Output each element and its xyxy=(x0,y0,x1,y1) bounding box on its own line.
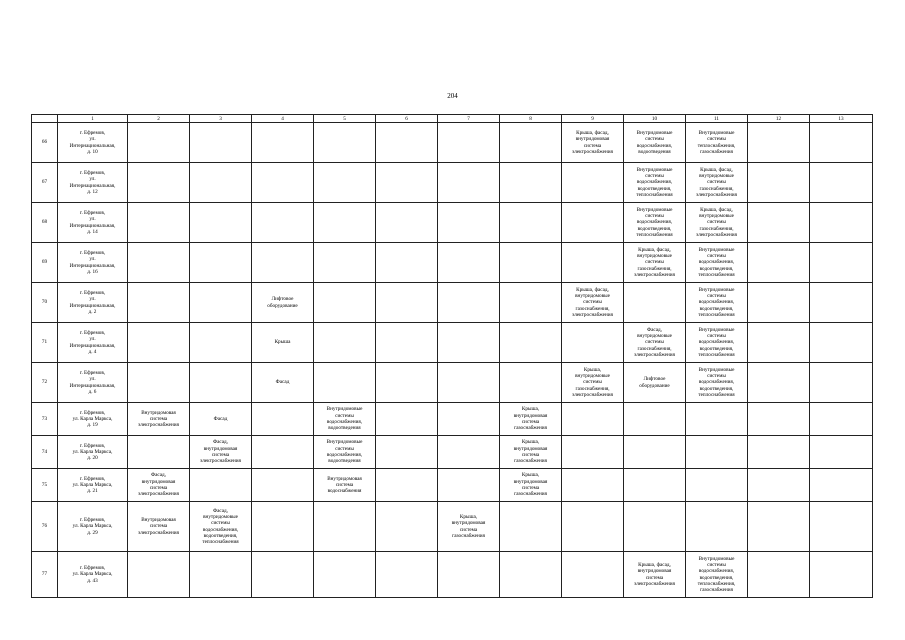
work-cell-col-4 xyxy=(190,163,252,203)
work-text: Крыша, фасад, внутридомовые системы газоснабжения, электроснабжения xyxy=(696,166,737,198)
work-cell-col-13 xyxy=(748,363,810,403)
work-cell-col-9 xyxy=(500,403,562,436)
work-cell-col-4 xyxy=(190,243,252,283)
work-cell-col-11 xyxy=(624,323,686,363)
address-cell xyxy=(58,323,128,363)
row-number-cell: 76 xyxy=(32,502,58,552)
work-cell-col-12 xyxy=(686,403,748,436)
address-cell xyxy=(58,552,128,598)
work-cell-col-13 xyxy=(748,323,810,363)
work-cell-col-11 xyxy=(624,363,686,403)
work-cell-col-10 xyxy=(562,552,624,598)
work-cell-col-9 xyxy=(500,469,562,502)
work-cell-col-12 xyxy=(686,552,748,598)
work-cell-col-6 xyxy=(314,283,376,323)
work-cell-col-6 xyxy=(314,123,376,163)
work-text: Внутридомовые системы водоснабжения, водоотведения, теплоснабжения xyxy=(698,326,735,358)
work-cell-col-4 xyxy=(190,469,252,502)
work-cell-col-3 xyxy=(128,323,190,363)
work-cell-col-14 xyxy=(810,323,873,363)
work-cell-col-5 xyxy=(252,123,314,163)
work-cell-col-3 xyxy=(128,436,190,469)
work-cell-col-7 xyxy=(376,243,438,283)
table-row xyxy=(32,243,873,283)
work-cell-col-4 xyxy=(190,552,252,598)
work-cell-col-3 xyxy=(128,469,190,502)
work-cell-col-4 xyxy=(190,403,252,436)
work-cell-col-5 xyxy=(252,403,314,436)
work-text: Фасад, внутридомовая система электроснабжения xyxy=(200,439,241,465)
header-cell-6: 6 xyxy=(376,115,438,123)
address-text: г. Ефремов, ул. Интернациональная, д. 14 xyxy=(69,209,116,235)
work-text: Внутридомовые системы водоснабжения, водоотведения xyxy=(326,439,363,465)
address-cell xyxy=(58,243,128,283)
work-cell-col-8 xyxy=(438,403,500,436)
address-text: г. Ефремов, ул. Карла Маркса, д. 43 xyxy=(72,565,113,584)
work-cell-col-9 xyxy=(500,363,562,403)
work-text: Внутридомовые системы водоснабжения, водоотведения, теплоснабжения xyxy=(698,246,735,278)
address-text: г. Ефремов, ул. Интернациональная, д. 12 xyxy=(69,169,116,195)
row-number-cell: 69 xyxy=(32,243,58,283)
work-cell-col-13 xyxy=(748,243,810,283)
work-text: Крыша, внутридомовая система газоснабжения xyxy=(451,513,486,539)
work-cell-col-9 xyxy=(500,163,562,203)
work-cell-col-12 xyxy=(686,323,748,363)
work-cell-col-12 xyxy=(686,363,748,403)
table-row xyxy=(32,163,873,203)
header-cell xyxy=(32,115,58,123)
work-text: Фасад xyxy=(213,415,228,422)
work-cell-col-3 xyxy=(128,163,190,203)
row-number-cell: 72 xyxy=(32,363,58,403)
work-cell-col-6 xyxy=(314,403,376,436)
work-cell-col-9 xyxy=(500,323,562,363)
work-text: Внутридомовые системы водоснабжения, водоотведения, теплоснабжения, газоснабжения xyxy=(697,555,736,594)
work-cell-col-12 xyxy=(686,283,748,323)
work-cell-col-9 xyxy=(500,123,562,163)
work-cell-col-7 xyxy=(376,123,438,163)
row-number-cell: 71 xyxy=(32,323,58,363)
work-cell-col-11 xyxy=(624,502,686,552)
row-number-cell: 74 xyxy=(32,436,58,469)
work-text: Крыша, внутридомовая система газоснабжения xyxy=(513,406,548,432)
work-cell-col-11 xyxy=(624,203,686,243)
work-cell-col-13 xyxy=(748,469,810,502)
table-row xyxy=(32,323,873,363)
table-row xyxy=(32,436,873,469)
work-cell-col-14 xyxy=(810,403,873,436)
address-cell xyxy=(58,363,128,403)
work-cell-col-8 xyxy=(438,243,500,283)
row-number-cell: 75 xyxy=(32,469,58,502)
work-text: Внутридомовая система электроснабжения xyxy=(138,517,179,536)
work-cell-col-3 xyxy=(128,502,190,552)
work-cell-col-12 xyxy=(686,163,748,203)
work-cell-col-7 xyxy=(376,436,438,469)
work-cell-col-3 xyxy=(128,283,190,323)
work-cell-col-7 xyxy=(376,552,438,598)
work-cell-col-13 xyxy=(748,502,810,552)
work-text: Лифтовое оборудование xyxy=(639,376,670,389)
row-number-cell: 70 xyxy=(32,283,58,323)
work-cell-col-4 xyxy=(190,502,252,552)
work-cell-col-11 xyxy=(624,123,686,163)
work-cell-col-11 xyxy=(624,436,686,469)
work-cell-col-7 xyxy=(376,323,438,363)
repair-schedule-table xyxy=(31,114,873,598)
work-cell-col-5 xyxy=(252,436,314,469)
work-cell-col-3 xyxy=(128,123,190,163)
address-text: г. Ефремов, ул. Карла Маркса, д. 19 xyxy=(72,409,113,429)
address-cell xyxy=(58,469,128,502)
work-cell-col-7 xyxy=(376,203,438,243)
work-cell-col-4 xyxy=(190,203,252,243)
work-cell-col-13 xyxy=(748,283,810,323)
work-text: Фасад, внутридомовые системы газоснабжения, электроснабжения xyxy=(634,326,675,358)
row-number-cell: 73 xyxy=(32,403,58,436)
work-cell-col-7 xyxy=(376,469,438,502)
work-cell-col-10 xyxy=(562,502,624,552)
work-cell-col-10 xyxy=(562,123,624,163)
work-cell-col-3 xyxy=(128,403,190,436)
work-cell-col-4 xyxy=(190,283,252,323)
work-cell-col-12 xyxy=(686,436,748,469)
work-cell-col-11 xyxy=(624,552,686,598)
work-cell-col-7 xyxy=(376,363,438,403)
work-cell-col-6 xyxy=(314,203,376,243)
work-text: Крыша, внутридомовая система газоснабжения xyxy=(513,439,548,465)
table-row xyxy=(32,403,873,436)
work-cell-col-3 xyxy=(128,552,190,598)
work-cell-col-12 xyxy=(686,502,748,552)
work-cell-col-9 xyxy=(500,502,562,552)
work-cell-col-11 xyxy=(624,283,686,323)
work-cell-col-8 xyxy=(438,502,500,552)
work-cell-col-5 xyxy=(252,203,314,243)
address-text: г. Ефремов, ул. Карла Маркса, д. 29 xyxy=(72,517,113,536)
address-cell xyxy=(58,203,128,243)
work-cell-col-9 xyxy=(500,243,562,283)
address-cell xyxy=(58,502,128,552)
work-text: Внутридомовые системы водоснабжения, водоотведения xyxy=(636,129,673,155)
address-cell xyxy=(58,403,128,436)
row-number-cell: 66 xyxy=(32,123,58,163)
work-cell-col-13 xyxy=(748,163,810,203)
work-cell-col-6 xyxy=(314,469,376,502)
work-cell-col-12 xyxy=(686,243,748,283)
work-cell-col-10 xyxy=(562,436,624,469)
work-cell-col-13 xyxy=(748,123,810,163)
work-cell-col-8 xyxy=(438,323,500,363)
address-text: г. Ефремов, ул. Интернациональная, д. 16 xyxy=(69,249,116,275)
work-cell-col-3 xyxy=(128,243,190,283)
address-text: г. Ефремов, ул. Интернациональная, д. 2 xyxy=(69,289,116,315)
work-cell-col-13 xyxy=(748,203,810,243)
work-cell-col-12 xyxy=(686,469,748,502)
work-cell-col-7 xyxy=(376,403,438,436)
address-cell xyxy=(58,283,128,323)
work-cell-col-4 xyxy=(190,323,252,363)
table-row xyxy=(32,552,873,598)
header-cell-9: 9 xyxy=(562,115,624,123)
table-row xyxy=(32,502,873,552)
work-text: Внутридомовые системы водоснабжения, водоотведения xyxy=(326,406,363,432)
work-cell-col-10 xyxy=(562,363,624,403)
work-cell-col-6 xyxy=(314,552,376,598)
work-cell-col-8 xyxy=(438,469,500,502)
header-cell-7: 7 xyxy=(438,115,500,123)
work-cell-col-10 xyxy=(562,469,624,502)
work-text: Крыша, фасад, внутридомовые системы газоснабжения, электроснабжения xyxy=(572,286,613,318)
work-cell-col-14 xyxy=(810,203,873,243)
header-cell-2: 2 xyxy=(128,115,190,123)
work-cell-col-14 xyxy=(810,436,873,469)
work-text: Фасад xyxy=(275,379,290,386)
work-cell-col-8 xyxy=(438,552,500,598)
work-cell-col-4 xyxy=(190,123,252,163)
work-cell-col-8 xyxy=(438,163,500,203)
header-cell-1: 1 xyxy=(58,115,128,123)
work-text: Крыша, фасад, внутридомовые системы газоснабжения, электроснабжения xyxy=(634,246,675,278)
work-cell-col-6 xyxy=(314,163,376,203)
work-cell-col-9 xyxy=(500,283,562,323)
work-cell-col-14 xyxy=(810,469,873,502)
work-cell-col-6 xyxy=(314,363,376,403)
work-cell-col-10 xyxy=(562,323,624,363)
header-cell-3: 3 xyxy=(190,115,252,123)
work-text: Внутридомовая система водоснабжения xyxy=(327,475,362,495)
work-cell-col-6 xyxy=(314,502,376,552)
work-text: Внутридомовые системы водоснабжения, водоотведения, теплоснабжения xyxy=(636,206,673,238)
work-cell-col-4 xyxy=(190,436,252,469)
work-cell-col-14 xyxy=(810,283,873,323)
work-cell-col-8 xyxy=(438,123,500,163)
work-cell-col-8 xyxy=(438,283,500,323)
work-text: Внутридомовые системы водоснабжения, водоотведения, теплоснабжения xyxy=(698,286,735,318)
work-cell-col-9 xyxy=(500,436,562,469)
table-row xyxy=(32,363,873,403)
work-cell-col-9 xyxy=(500,203,562,243)
address-text: г. Ефремов, ул. Интернациональная, д. 4 xyxy=(69,329,116,355)
address-text: г. Ефремов, ул. Карла Маркса, д. 21 xyxy=(72,475,113,495)
table-row xyxy=(32,283,873,323)
address-cell xyxy=(58,123,128,163)
header-cell-11: 11 xyxy=(686,115,748,123)
work-cell-col-10 xyxy=(562,283,624,323)
work-text: Крыша, внутридомовая система газоснабжения xyxy=(513,472,548,498)
work-cell-col-3 xyxy=(128,203,190,243)
address-text: г. Ефремов, ул. Интернациональная, д. 6 xyxy=(69,369,116,395)
work-cell-col-14 xyxy=(810,123,873,163)
work-cell-col-13 xyxy=(748,403,810,436)
header-cell-13: 13 xyxy=(810,115,873,123)
header-cell-10: 10 xyxy=(624,115,686,123)
table-row xyxy=(32,203,873,243)
work-cell-col-6 xyxy=(314,436,376,469)
work-cell-col-8 xyxy=(438,363,500,403)
row-number-cell: 67 xyxy=(32,163,58,203)
address-cell xyxy=(58,163,128,203)
address-cell xyxy=(58,436,128,469)
work-text: Внутридомовые системы водоснабжения, водоотведения, теплоснабжения xyxy=(636,166,673,198)
address-text: г. Ефремов, ул. Интернациональная, д. 10 xyxy=(69,129,116,155)
work-cell-col-11 xyxy=(624,163,686,203)
work-cell-col-5 xyxy=(252,163,314,203)
work-text: Внутридомовые системы теплоснабжения, газоснабжения xyxy=(697,129,736,155)
work-text: Крыша, внутридомовые системы газоснабжения, электроснабжения xyxy=(572,366,613,398)
work-cell-col-3 xyxy=(128,363,190,403)
work-cell-col-13 xyxy=(748,552,810,598)
address-text: г. Ефремов, ул. Карла Маркса, д. 20 xyxy=(72,442,113,462)
work-cell-col-14 xyxy=(810,363,873,403)
work-cell-col-10 xyxy=(562,203,624,243)
work-cell-col-5 xyxy=(252,363,314,403)
work-text: Крыша xyxy=(274,339,291,346)
work-cell-col-9 xyxy=(500,552,562,598)
work-cell-col-8 xyxy=(438,203,500,243)
work-text: Внутридомовые системы водоснабжения, водоотведения, теплоснабжения xyxy=(698,366,735,398)
page-number: 204 xyxy=(447,92,458,100)
work-cell-col-12 xyxy=(686,123,748,163)
header-row xyxy=(32,115,873,123)
header-cell-4: 4 xyxy=(252,115,314,123)
work-cell-col-11 xyxy=(624,469,686,502)
work-cell-col-5 xyxy=(252,552,314,598)
table-row xyxy=(32,469,873,502)
work-cell-col-5 xyxy=(252,243,314,283)
work-cell-col-11 xyxy=(624,403,686,436)
row-number-cell: 77 xyxy=(32,552,58,598)
work-cell-col-12 xyxy=(686,203,748,243)
header-cell-5: 5 xyxy=(314,115,376,123)
work-cell-col-7 xyxy=(376,163,438,203)
work-text: Крыша, фасад, внутридомовые системы газоснабжения, электроснабжения xyxy=(696,206,737,238)
work-text: Крыша, фасад, внутридомовая система электроснабжения xyxy=(572,129,613,155)
work-cell-col-5 xyxy=(252,502,314,552)
work-cell-col-6 xyxy=(314,243,376,283)
row-number-cell: 68 xyxy=(32,203,58,243)
work-cell-col-14 xyxy=(810,163,873,203)
work-text: Лифтовое оборудование xyxy=(267,296,298,309)
header-cell-12: 12 xyxy=(748,115,810,123)
work-cell-col-7 xyxy=(376,502,438,552)
work-text: Фасад, внутридомовые системы водоснабжения, водоотведения, теплоснабжения xyxy=(202,507,239,546)
work-cell-col-7 xyxy=(376,283,438,323)
work-cell-col-5 xyxy=(252,469,314,502)
work-cell-col-14 xyxy=(810,552,873,598)
work-cell-col-4 xyxy=(190,363,252,403)
work-text: Крыша, фасад, внутридомовая система электроснабжения xyxy=(634,561,675,587)
work-cell-col-8 xyxy=(438,436,500,469)
work-cell-col-14 xyxy=(810,502,873,552)
work-cell-col-6 xyxy=(314,323,376,363)
work-cell-col-10 xyxy=(562,243,624,283)
table-row xyxy=(32,123,873,163)
work-cell-col-10 xyxy=(562,403,624,436)
header-cell-8: 8 xyxy=(500,115,562,123)
work-text: Фасад, внутридомовая система электроснабжения xyxy=(138,472,179,498)
work-cell-col-14 xyxy=(810,243,873,283)
work-cell-col-5 xyxy=(252,283,314,323)
work-cell-col-13 xyxy=(748,436,810,469)
work-text: Внутридомовая система электроснабжения xyxy=(138,409,179,429)
work-cell-col-5 xyxy=(252,323,314,363)
work-cell-col-10 xyxy=(562,163,624,203)
work-cell-col-11 xyxy=(624,243,686,283)
